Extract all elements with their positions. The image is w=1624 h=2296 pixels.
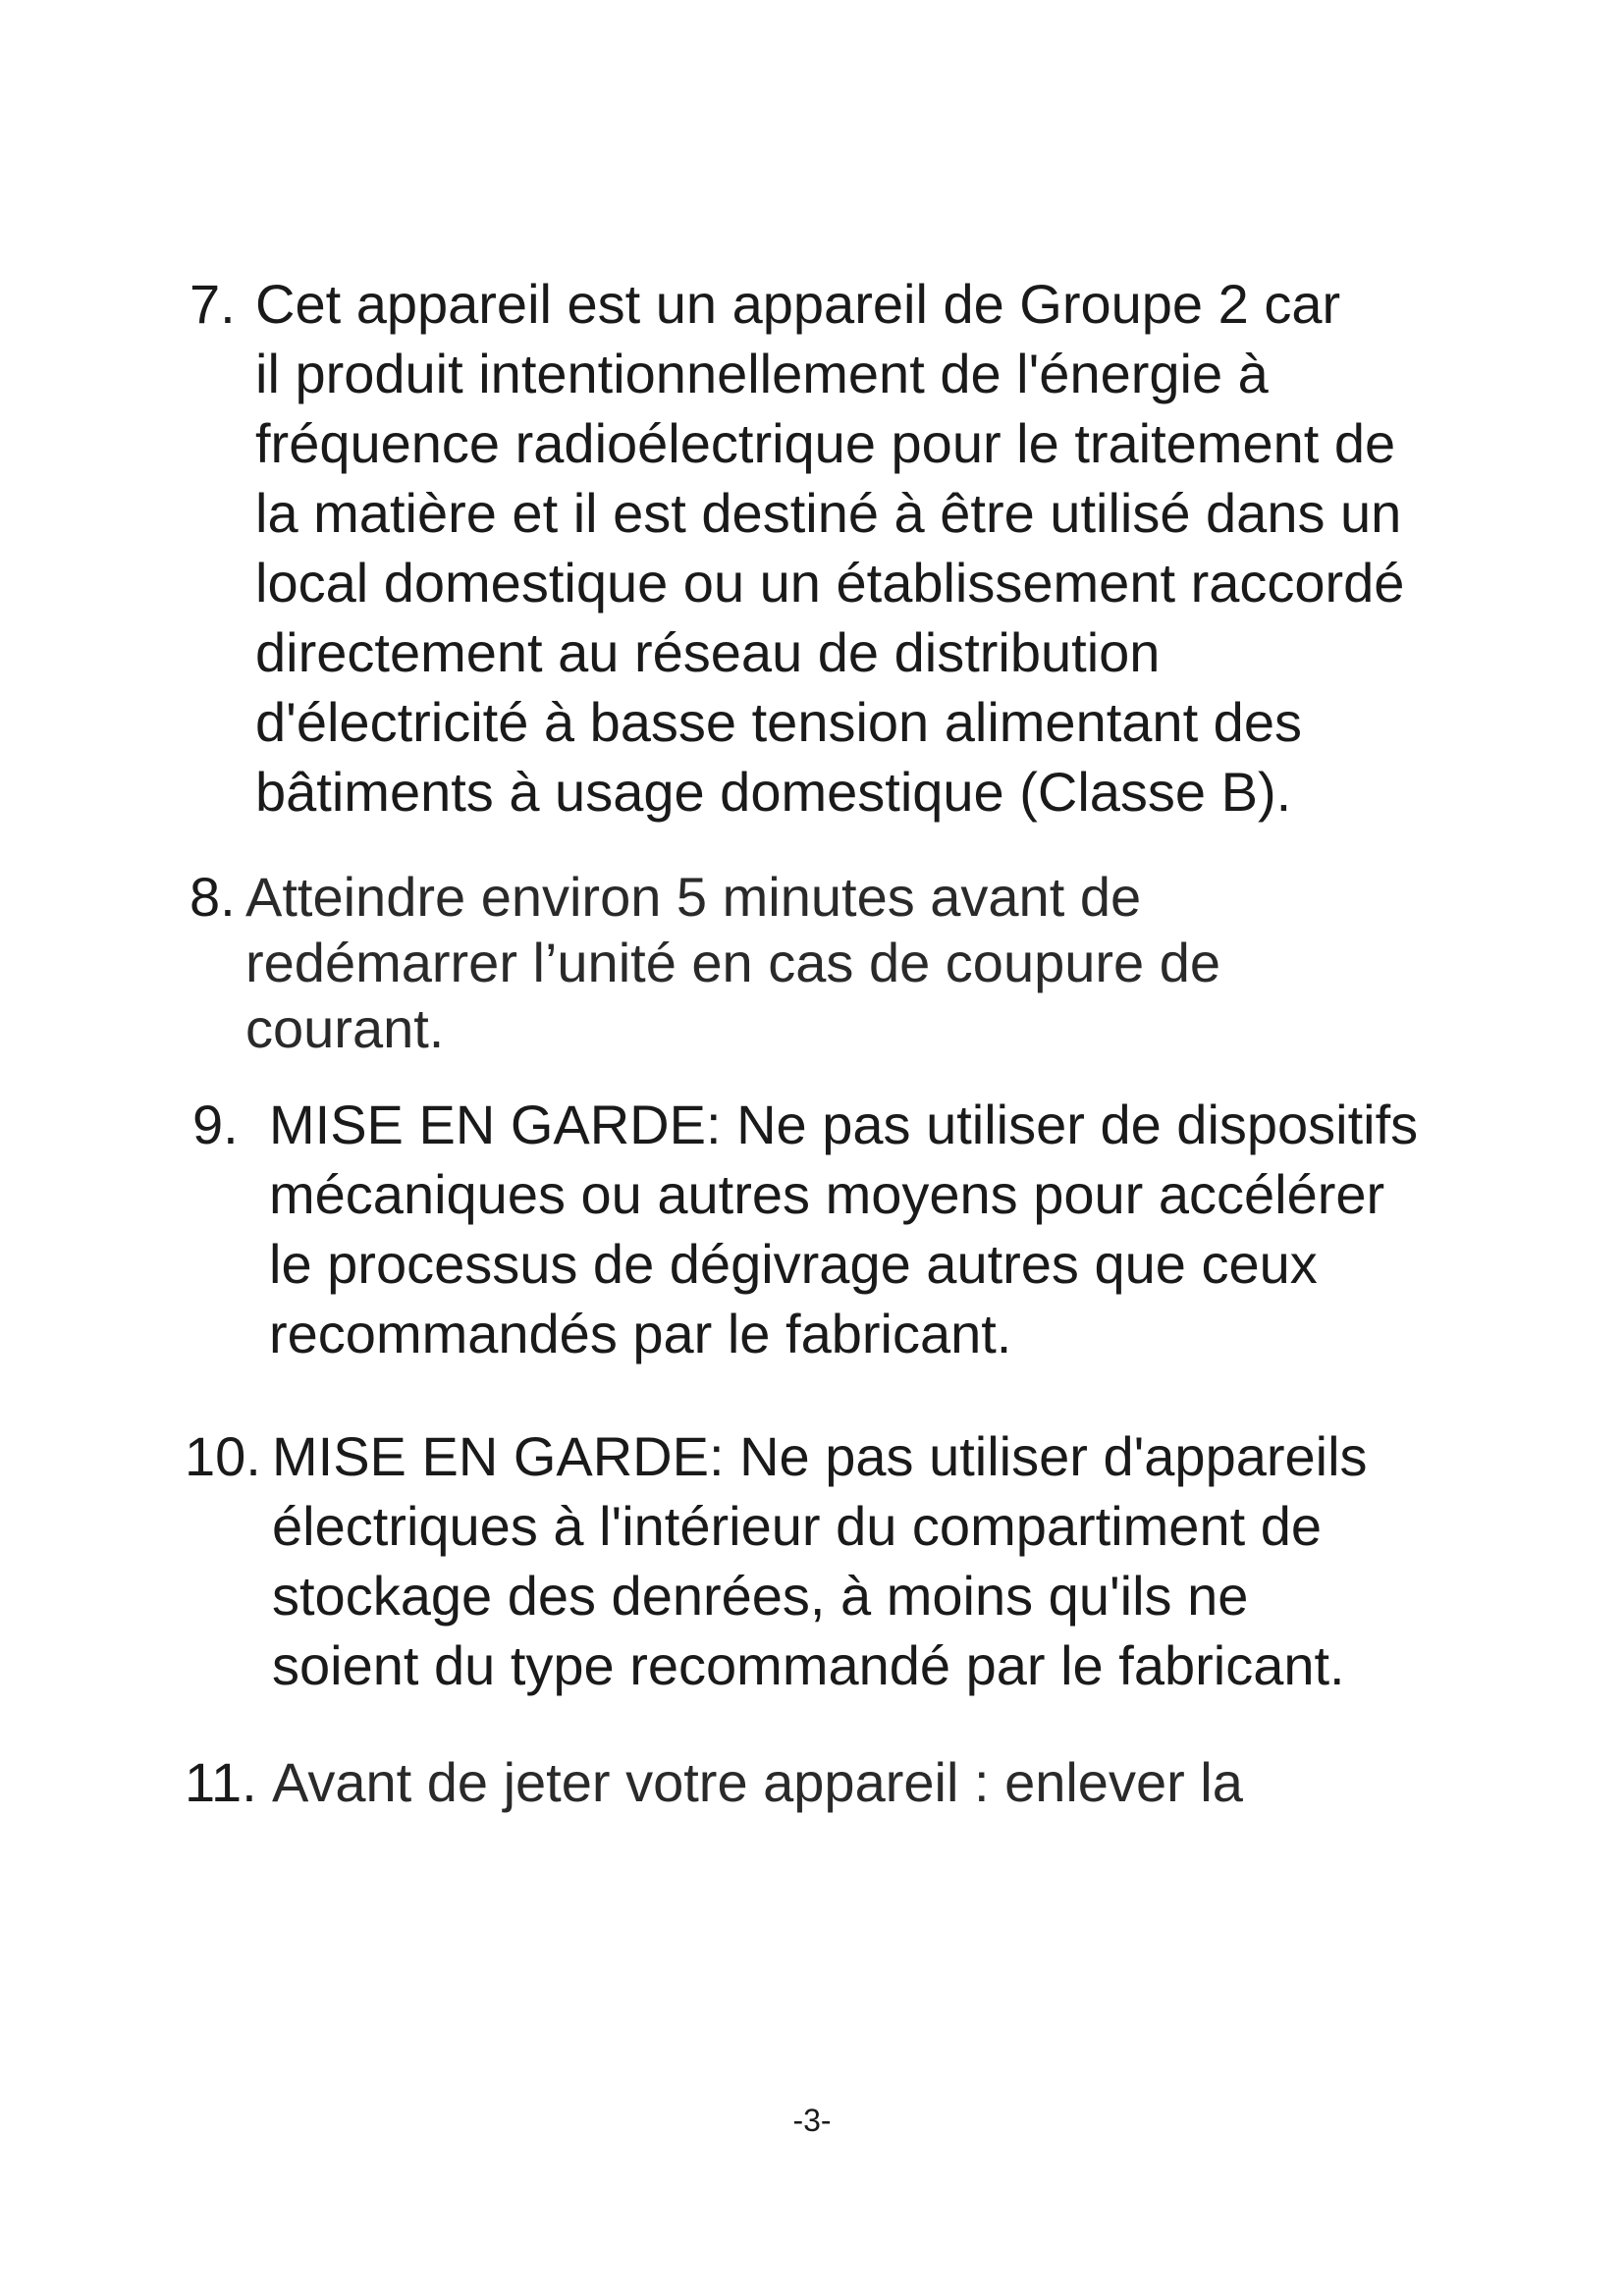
item-number: 7. [189,273,236,335]
text-line: courant. [245,997,445,1059]
item-number: 11. [185,1751,257,1813]
text-line: Cet appareil est un appareil de Groupe 2 car [255,273,1341,335]
text-line: local domestique ou un établissement raccordé [255,552,1405,614]
text-line: stockage des denrées, à moins qu'ils ne [272,1565,1249,1627]
text-line: directement au réseau de distribution [255,621,1161,683]
text-line: le processus de dégivrage autres que ceux [269,1233,1318,1295]
text-line: Atteindre environ 5 minutes avant de [245,866,1142,928]
text-line: mécaniques ou autres moyens pour accélérer [269,1163,1385,1225]
page-number: -3- [792,2103,832,2138]
item-text [269,1090,1418,1368]
text-line: la matière et il est destiné à être utilisé dans un [255,482,1402,544]
item-number: 8. [189,866,236,928]
text-line: bâtiments à usage domestique (Classe B). [255,761,1292,823]
text-line: soient du type recommandé par le fabricant. [272,1634,1345,1696]
item-text [272,1421,1368,1700]
item-text [255,269,1404,827]
text-line: redémarrer l’unité en cas de coupure de [245,932,1221,993]
item-text [245,864,1220,1061]
item-number: 9. [192,1094,239,1155]
text-line: MISE EN GARDE: Ne pas utiliser d'appareils [272,1425,1368,1487]
text-line: recommandés par le fabricant. [269,1303,1012,1364]
text-line: fréquence radioélectrique pour le traitement de [255,412,1396,474]
text-line: électriques à l'intérieur du compartiment de [272,1495,1323,1557]
text-line: Avant de jeter votre appareil : enlever la [272,1751,1243,1813]
text-line: il produit intentionnellement de l'énergie à [255,343,1269,404]
item-number: 10. [185,1425,261,1487]
item-text [272,1747,1243,1817]
text-line: MISE EN GARDE: Ne pas utiliser de dispositifs [269,1094,1419,1155]
text-line: d'électricité à basse tension alimentant des [255,691,1302,753]
